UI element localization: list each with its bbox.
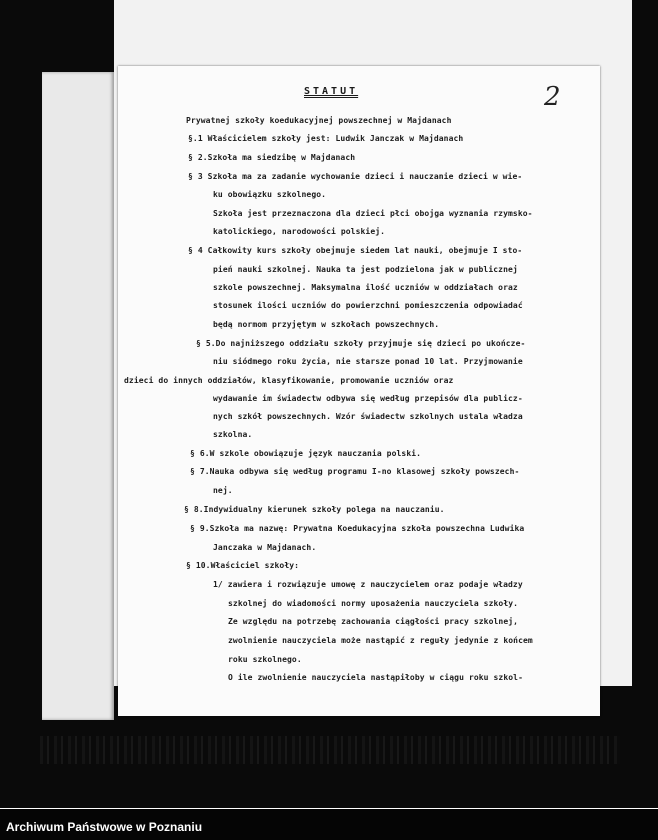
text-line: szkolna. [213, 430, 253, 439]
text-line: roku szkolnego. [228, 655, 302, 664]
archive-name: Archiwum Państwowe w Poznaniu [6, 820, 203, 834]
text-line: niu siódmego roku życia, nie starsze ponad 10 lat. Przyjmowanie [213, 357, 523, 366]
text-line: § 4 Całkowity kurs szkoły obejmuje siedem lat nauki, obejmuje I sto- [188, 246, 523, 255]
text-line: nej. [213, 486, 233, 495]
scan-noise [40, 736, 620, 764]
text-line: zwolnienie nauczyciela może nastąpić z reguły jedynie z końcem [228, 636, 533, 645]
archive-footer [0, 812, 658, 840]
text-line: Ze względu na potrzebę zachowania ciągłości pracy szkolnej, [228, 617, 519, 626]
text-line: szkole powszechnej. Maksymalna ilość uczniów w oddziałach oraz [213, 283, 518, 292]
text-line: § 3 Szkoła ma za zadanie wychowanie dzieci i nauczanie dzieci w wie- [188, 172, 523, 181]
text-line: § 2.Szkoła ma siedzibę w Majdanach [188, 153, 356, 162]
text-line: nych szkół powszechnych. Wzór świadectw szkolnych ustala władza [213, 412, 523, 421]
text-line: 1/ zawiera i rozwiązuje umowę z nauczycielem oraz podaje władzy [213, 580, 523, 589]
text-line: będą normom przyjętym w szkołach powszechnych. [213, 320, 440, 329]
document-page [118, 66, 600, 716]
text-line: pień nauki szkolnej. Nauka ta jest podzielona jak w publicznej [213, 265, 518, 274]
text-line: O ile zwolnienie nauczyciela nastąpiłoby w ciągu roku szkol- [228, 673, 523, 682]
text-line: § 9.Szkoła ma nazwę: Prywatna Koedukacyjna szkoła powszechna Ludwika [190, 524, 525, 533]
text-line: § 7.Nauka odbywa się według programu I-no klasowej szkoły powszech- [190, 467, 520, 476]
text-line: stosunek ilości uczniów do powierzchni pomieszczenia odpowiadać [213, 301, 523, 310]
text-line: § 10.Właściciel szkoły: [186, 561, 300, 570]
text-line: szkolnej do wiadomości normy uposażenia nauczyciela szkoły. [228, 599, 519, 608]
text-line: §.1 Właścicielem szkoły jest: Ludwik Janczak w Majdanach [188, 134, 464, 143]
left-page-edge [42, 72, 114, 720]
document-title: STATUT [304, 86, 359, 97]
text-line: § 5.Do najniższego oddziału szkoły przyjmuje się dzieci po ukończe- [196, 339, 526, 348]
footer-divider [0, 808, 658, 809]
text-line: Szkoła jest przeznaczona dla dzieci płci obojga wyznania rzymsko- [213, 209, 533, 218]
text-line: wydawanie im świadectw odbywa się według przepisów dla publicz- [213, 394, 523, 403]
text-line: katolickiego, narodowości polskiej. [213, 227, 386, 236]
text-line: § 8.Indywidualny kierunek szkoły polega na nauczaniu. [184, 505, 445, 514]
text-line: ku obowiązku szkolnego. [213, 190, 327, 199]
text-line: Prywatnej szkoły koedukacyjnej powszechnej w Majdanach [186, 116, 452, 125]
page-number: 2 [544, 82, 561, 112]
text-line: § 6.W szkole obowiązuje język nauczania polski. [190, 449, 422, 458]
text-line: Janczaka w Majdanach. [213, 543, 317, 552]
text-line: dzieci do innych oddziałów, klasyfikowanie, promowanie uczniów oraz [124, 376, 454, 385]
